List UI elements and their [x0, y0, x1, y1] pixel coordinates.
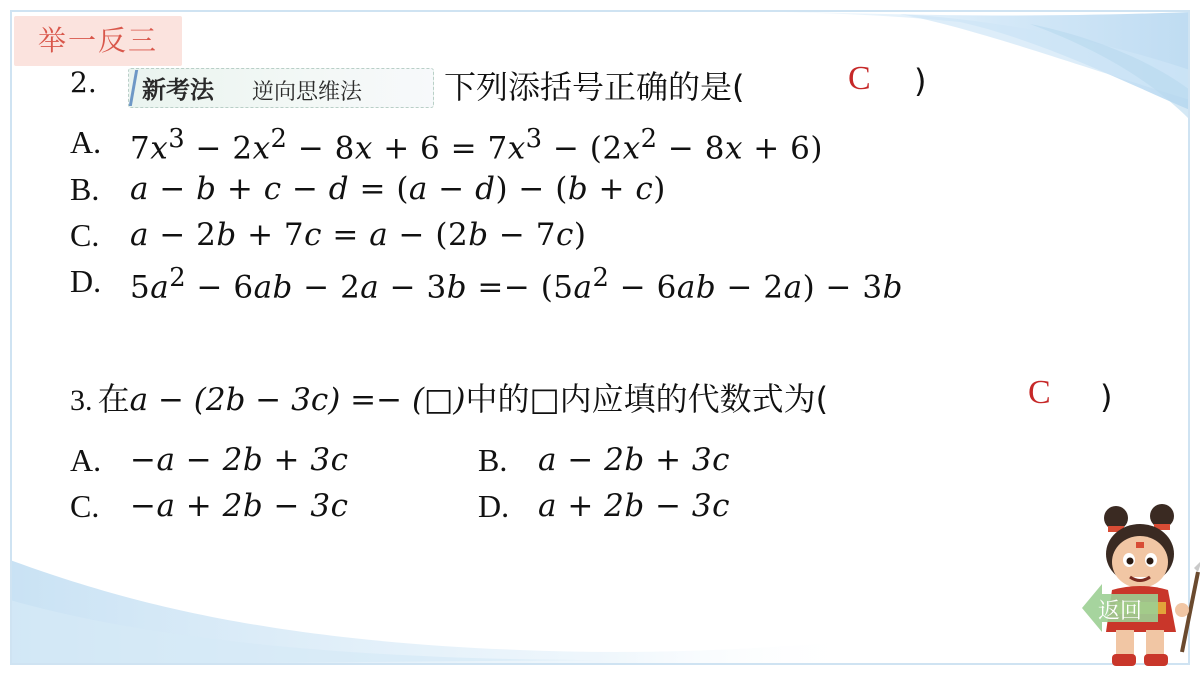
- q3-option-c-label: C.: [70, 488, 100, 524]
- q2-option-b-label: B.: [70, 171, 100, 207]
- question-2-stem: 下列添括号正确的是(: [444, 68, 745, 106]
- q2-option-c-expr: a − 2b + 7c = a − (2b − 7c): [130, 217, 587, 253]
- question-3-stem-prefix: 在: [97, 380, 130, 418]
- question-2-answer: C: [848, 60, 871, 97]
- q2-option-a-label: A.: [70, 124, 102, 160]
- question-3-stem-suffix: 中的□内应填的代数式为(: [465, 380, 829, 418]
- badge-title: 新考法: [142, 76, 214, 104]
- q2-option-d-label: D.: [70, 263, 102, 299]
- q3-option-b-label: B.: [478, 442, 508, 478]
- question-3-close-paren: ): [1100, 378, 1113, 416]
- back-button[interactable]: [1080, 580, 1160, 636]
- section-tag: 举一反三: [14, 16, 182, 66]
- question-3-number: 3.: [70, 384, 93, 417]
- question-3-stem-math: a − (2b − 3c) =− (□): [129, 382, 466, 418]
- q2-option-b-expr: a − b + c − d = (a − d) − (b + c): [130, 171, 666, 207]
- question-2-close-paren: ): [914, 62, 927, 100]
- badge-subtitle: 逆向思维法: [252, 80, 363, 105]
- q3-option-a-label: A.: [70, 442, 102, 478]
- back-button-label: 返回: [1098, 599, 1143, 624]
- q3-option-c-expr: −a + 2b − 3c: [130, 488, 349, 524]
- q3-option-b-expr: a − 2b + 3c: [538, 442, 730, 478]
- q3-option-d-expr: a + 2b − 3c: [538, 488, 730, 524]
- question-3-stem: [70, 374, 828, 420]
- slide-frame: [10, 10, 1190, 665]
- question-3-answer: C: [1028, 374, 1051, 411]
- q3-option-d-label: D.: [478, 488, 510, 524]
- q3-option-a-expr: −a − 2b + 3c: [130, 442, 349, 478]
- q2-option-a-expr: $7x^3 - 2x^2 - 8x + 6 = 7x^3 - (2x^2 - 8x + 6)$: [130, 124, 823, 167]
- question-2-number: 2.: [70, 66, 97, 99]
- q2-option-c-label: C.: [70, 217, 100, 253]
- q2-option-d-expr: $5a^2 - 6ab - 2a - 3b =- (5a^2 - 6ab - 2a) - 3b$: [130, 263, 903, 306]
